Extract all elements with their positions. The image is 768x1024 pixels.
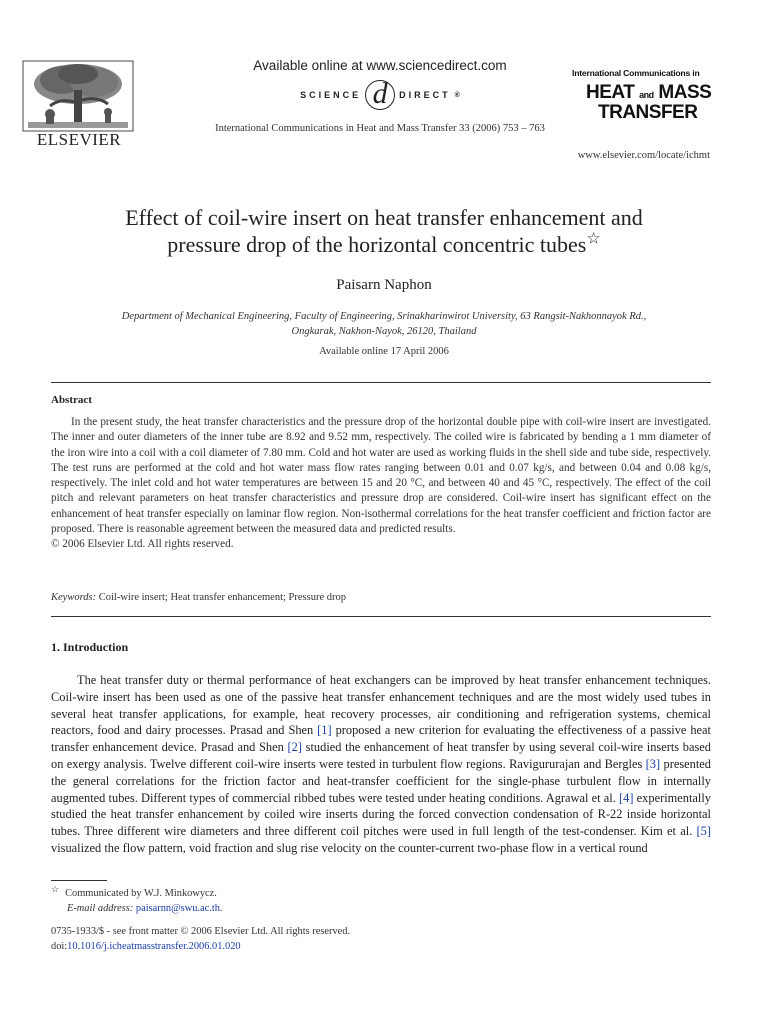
doi-line <box>51 939 350 954</box>
journal-logo-line1: International Communications in <box>572 68 700 78</box>
top-divider <box>51 382 711 383</box>
journal-logo-heat: HEAT <box>586 82 635 103</box>
author-affiliation <box>60 309 708 339</box>
abstract-body <box>51 415 711 553</box>
journal-url-link[interactable]: www.elsevier.com/locate/ichmt <box>577 150 710 161</box>
keywords-list: Coil-wire insert; Heat transfer enhancement; Pressure drop <box>98 592 346 603</box>
abstract-heading: Abstract <box>51 394 92 406</box>
intro-text-1: The heat transfer duty or thermal performance of heat exchangers can be improved by heat transfer enhancement techniques. Coil-wire insert has been used as one of the passive heat transfer enhancement techniques and are the most widely used tubes in several heat transfer applications, for example, heat recovery processes, air conditioning and refrigeration systems, chemical reactors, food and dairy processes. Prasad and Shen <box>51 673 711 738</box>
journal-logo-and: and <box>639 90 654 100</box>
intro-text-3: studied the enhancement of heat transfer by using several coil-wire inserts based on exergy analysis. Twelve different coil-wire inserts were tested in turbulent flow regions. Ravigururajan and Bergles <box>51 740 712 771</box>
title-line-2-text: pressure drop of the horizontal concentric tubes <box>167 232 587 257</box>
journal-logo <box>572 68 722 124</box>
intro-text-5: experimentally studied the heat transfer enhancement by coiled wire inserts during the forced convection condensation of R-22 inside horizontal tubes. Three different wire diameters and three different coil pitches were used in full length of the test-condenser. Kim et al. <box>51 790 711 839</box>
journal-logo-heat-mass <box>572 82 722 104</box>
abstract-divider <box>51 616 711 617</box>
citation-link-3[interactable]: [3] <box>645 756 661 771</box>
footnote-star-icon: ☆ <box>51 883 60 894</box>
available-date: Available online 17 April 2006 <box>319 346 449 357</box>
doi-link[interactable]: 10.1016/j.icheatmasstransfer.2006.01.020 <box>67 941 241 952</box>
sd-logo-mark: ® <box>454 91 460 99</box>
email-link[interactable]: paisarnn@swu.ac.th <box>135 903 220 914</box>
citation-link-5[interactable]: [5] <box>696 824 711 839</box>
tree-icon <box>22 60 134 132</box>
title-footnote-star-icon[interactable]: ☆ <box>586 230 601 248</box>
journal-logo-mass: MASS <box>658 82 712 103</box>
sciencedirect-logo <box>160 77 600 110</box>
communicated-text: Communicated by W.J. Minkowycz. <box>65 888 217 899</box>
sd-logo-right: DIRECT <box>399 90 451 100</box>
author-name: Paisarn Naphon <box>336 277 432 293</box>
abstract-text: In the present study, the heat transfer characteristics and the pressure drop of the horizontal double pipe with coil-wire insert are investigated. The inner and outer diameters of the inner tube are 8.92 and 9.52 mm, respectively. The coiled wire is fabricated by bending a 1 mm diameter of the iron wire into a coil with a coil diameter of 7.80 mm. Cold and hot water are used as working fluids in the shell side and tube side, respectively. The test runs are performed at the cold and hot water mass flow rates ranging between 0.01 and 0.07 kg/s, and between 0.04 and 0.08 kg/s, respectively. The inlet cold and hot water temperatures are between 15 and 20 °C, and between 40 and 45 °C, respectively. The effect of the coil pitch and relevant parameters on heat transfer characteristics and pressure drop are considered. Coil-wire insert has significant effect on the enhancement of heat transfer especially on laminar flow region. Non-isothermal correlations for the heat transfer coefficient and friction factor are proposed. There is reasonable agreement between the measured data and predicted results. <box>51 416 711 536</box>
keywords <box>51 592 346 603</box>
section-heading-introduction: 1. Introduction <box>51 640 129 654</box>
intro-text-6: visualized the flow pattern, void fraction and slug rise velocity on the counter-current two-phase flow in a vertical round <box>51 840 648 855</box>
doi-label: doi: <box>51 941 68 952</box>
affiliation-line-1: Department of Mechanical Engineering, Faculty of Engineering, Srinakharinwirot University, 63 Rangsit-Nakhonnayok Rd., <box>121 311 647 322</box>
title-line-2 <box>40 231 728 258</box>
issn-doi-block <box>51 924 350 954</box>
sd-at-icon: d <box>365 80 395 110</box>
intro-text-2: proposed a new criterion for evaluating the effectiveness of a passive heat transfer enhancement device. Prasad and Shen <box>51 723 712 755</box>
email-label: E-mail address: <box>67 903 134 914</box>
email-end: . <box>219 903 223 914</box>
introduction-paragraph <box>51 672 711 857</box>
keywords-label: Keywords: <box>51 592 97 603</box>
sd-logo-left: SCIENCE <box>300 90 362 100</box>
article-title <box>40 204 728 258</box>
journal-logo-transfer: TRANSFER <box>598 102 698 123</box>
abstract-copyright: © 2006 Elsevier Ltd. All rights reserved. <box>51 538 234 551</box>
title-line-1: Effect of coil-wire insert on heat transfer enhancement and <box>125 205 643 230</box>
footnote-divider <box>51 880 107 881</box>
issn-line: 0735-1933/$ - see front matter © 2006 Elsevier Ltd. All rights reserved. <box>51 926 351 937</box>
available-online-text: Available online at www.sciencedirect.com <box>253 58 507 73</box>
publisher-name: ELSEVIER <box>36 130 122 149</box>
citation-link-2[interactable]: [2] <box>287 740 302 755</box>
journal-reference: International Communications in Heat and Mass Transfer 33 (2006) 753 – 763 <box>215 123 545 134</box>
footnote-email <box>51 901 223 916</box>
intro-text-4: presented the general correlations for the friction factor and heat-transfer coefficient for the single-phase turbulent flow in internally augmented tubes. Different types of commercial ribbed tubes were tested under heating conditions. Agrawal et al. <box>51 756 711 805</box>
footnote <box>51 883 223 916</box>
affiliation-line-2: Ongkarak, Nakhon-Nayok, 26120, Thailand <box>291 326 477 337</box>
footnote-communicated <box>51 883 223 901</box>
citation-link-4[interactable]: [4] <box>619 790 634 805</box>
citation-link-1[interactable]: [1] <box>317 723 332 738</box>
sciencedirect-header <box>160 58 600 134</box>
